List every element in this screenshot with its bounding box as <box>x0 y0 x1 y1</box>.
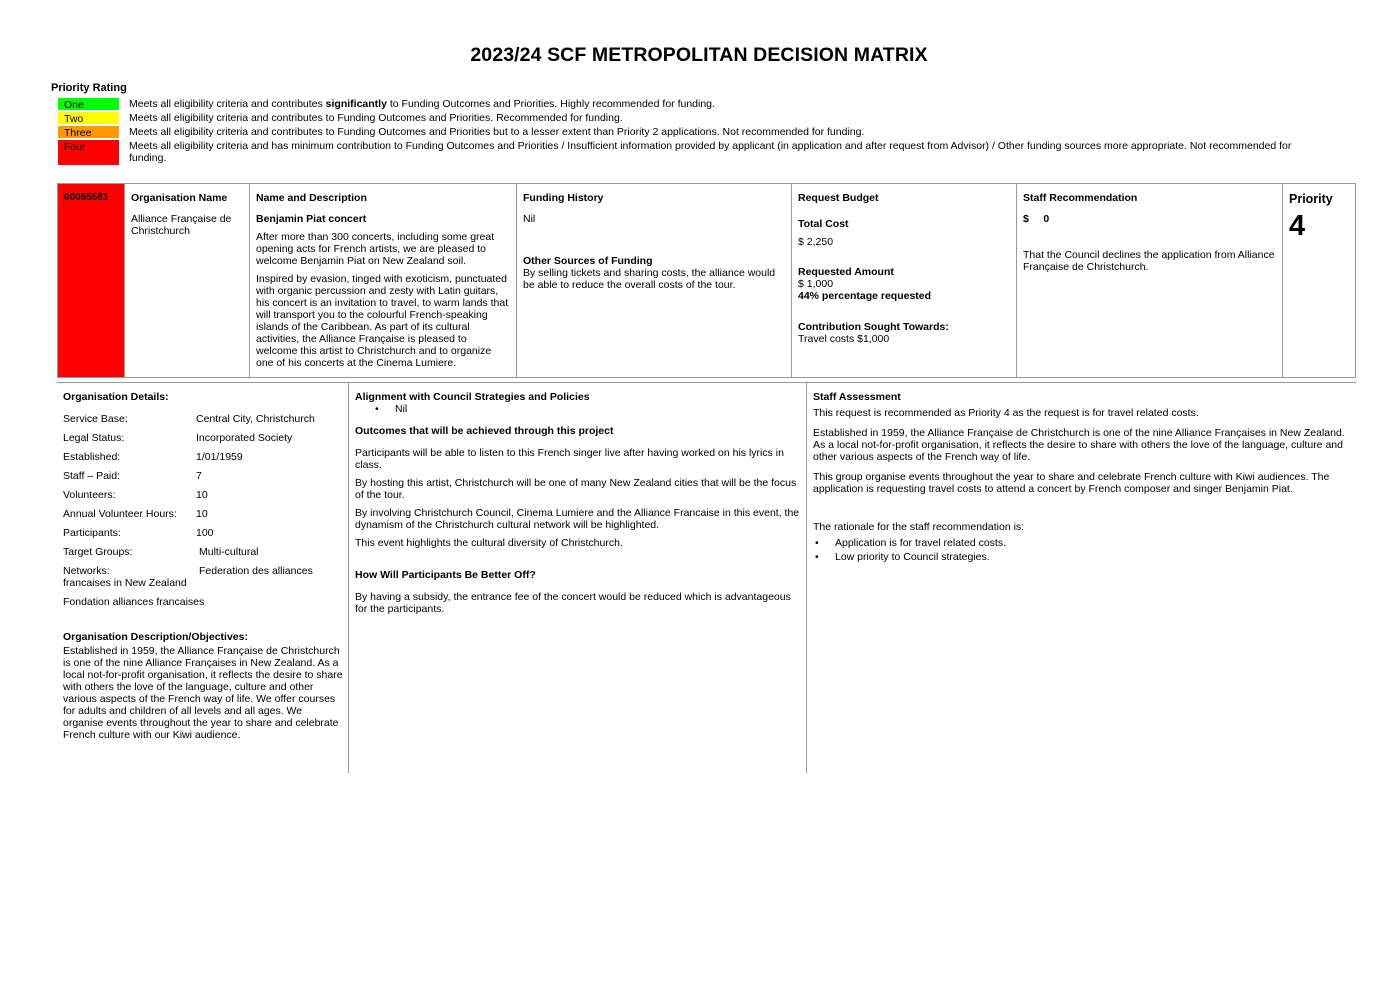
other-funding-heading: Other Sources of Funding <box>523 255 653 267</box>
total-cost-label: Total Cost <box>798 218 849 230</box>
project-desc-1: After more than 300 concerts, including some great opening acts for French artists, we are pleased to welcome Benjamin Piat on New Zealand soil. <box>256 231 495 267</box>
priority-legend <box>57 97 1317 166</box>
networks-extra: Fondation alliances francaises <box>63 596 205 608</box>
detail-row: Legal Status: Incorporated Society <box>63 432 293 444</box>
contribution-value: Travel costs $1,000 <box>798 333 890 345</box>
recommended-amount: $ 0 <box>1023 213 1050 225</box>
recommendation-text: That the Council declines the application from Alliance Française de Christchurch. <box>1023 249 1275 273</box>
outcome-item: This event highlights the cultural diversity of Christchurch. <box>355 537 623 549</box>
rationale-item: • Application is for travel related costs. <box>815 537 1006 549</box>
outcome-item: By hosting this artist, Christchurch will be one of many New Zealand cities that will be the focus of the tour. <box>355 477 797 501</box>
request-budget-heading: Request Budget <box>798 192 879 204</box>
staff-assessment <box>813 391 1353 563</box>
detail-row: Annual Volunteer Hours: 10 <box>63 508 208 520</box>
better-off-text: By having a subsidy, the entrance fee of the concert would be reduced which is advantageous for the participants. <box>355 591 791 615</box>
swatch-three: Three <box>57 125 120 139</box>
organisation-description-heading: Organisation Description/Objectives: <box>63 631 248 643</box>
legend-row-four <box>57 139 1317 166</box>
legend-desc-four: Meets all eligibility criteria and has minimum contribution to Funding Outcomes and Priorities / Insufficient information provided by applicant (in application and after request from Advisor) / Other funding sources more appropriate. Not recommended for funding. <box>129 140 1292 164</box>
alignment-bullet: • Nil <box>375 403 408 415</box>
priority-rating-heading: Priority Rating <box>51 82 127 94</box>
percentage-requested: 44% percentage requested <box>798 290 932 302</box>
requested-value: $ 1,000 <box>798 278 834 290</box>
application-table <box>57 183 1356 378</box>
application-id: 00065581 <box>58 184 125 378</box>
detail-row: Established: 1/01/1959 <box>63 451 243 463</box>
staff-recommendation-cell <box>1017 184 1283 378</box>
priority-heading: Priority <box>1289 192 1333 206</box>
networks-row: Networks: Federation des alliances francaises in New Zealand <box>63 565 313 589</box>
swatch-four: Four <box>57 139 120 166</box>
requested-label: Requested Amount <box>798 266 894 278</box>
legend-row-three <box>57 125 1317 139</box>
alignment-heading: Alignment with Council Strategies and Policies <box>355 391 590 403</box>
detail-row: Participants: 100 <box>63 527 214 539</box>
better-off-heading: How Will Participants Be Better Off? <box>355 569 536 581</box>
contribution-label: Contribution Sought Towards: <box>798 321 949 333</box>
swatch-one: One <box>57 97 120 111</box>
detail-row: Staff – Paid: 7 <box>63 470 202 482</box>
organisation-name-heading: Organisation Name <box>131 192 228 204</box>
legend-desc-two: Meets all eligibility criteria and contributes to Funding Outcomes and Priorities. Recommended for funding. <box>129 112 623 124</box>
outcome-item: By involving Christchurch Council, Cinema Lumiere and the Alliance Francaise in this event, the dynamism of the Christchurch cultural network will be highlighted. <box>355 507 800 531</box>
project-desc-2: Inspired by evasion, tinged with exoticism, punctuated with organic percussion and zesty with Latin guitars, his concert is an invitation to travel, to warm lands that will transport you to the colourful French-speaking islands of the Caribbean. As part of its cultural activities, the Alliance Française is pleased to welcome this artist to Christchurch and to organize one of his concerts at the Cinema Lumiere. <box>256 273 509 369</box>
organisation-details-heading: Organisation Details: <box>63 391 169 403</box>
other-funding-value: By selling tickets and sharing costs, the alliance would be able to reduce the overall costs of the tour. <box>523 267 776 291</box>
total-cost-value: $ 2,250 <box>798 236 834 248</box>
legend-row-two <box>57 111 1317 125</box>
rationale-intro: The rationale for the staff recommendation is: <box>813 521 1025 533</box>
column-divider-1 <box>348 382 349 773</box>
assessment-paragraph: Established in 1959, the Alliance Française de Christchurch is one of the nine Alliance Françaises in New Zealand. As a local not-for-profit organisation, it reflects the desire to share with others the love of the language, culture and other various aspects of the French way of life. <box>813 427 1345 463</box>
organisation-details <box>63 391 343 741</box>
funding-history-heading: Funding History <box>523 192 604 204</box>
organisation-description: Established in 1959, the Alliance Française de Christchurch is one of the nine Alliance Françaises in New Zealand. As a local not-for-profit organisation, it reflects the desire to share with others the love of the language, culture and other various aspects of the French way of life. We offer courses for adults and children of all levels and all ages. We organise events throughout the year to share and celebrate French culture with our Kiwi audience. <box>63 645 343 741</box>
detail-row: Service Base: Central City, Christchurch <box>63 413 315 425</box>
assessment-paragraph: This group organise events throughout the year to share and celebrate French culture with Kiwi audiences. The application is requesting travel costs to attend a concert by French composer and singer Benjamin Piat. <box>813 471 1330 495</box>
legend-desc-three: Meets all eligibility criteria and contributes to Funding Outcomes and Priorities but to a lesser extent than Priority 2 applications. Not recommended for funding. <box>129 126 865 138</box>
organisation-name-value: Alliance Française de Christchurch <box>131 213 232 237</box>
outcomes-heading: Outcomes that will be achieved through this project <box>355 425 614 437</box>
staff-recommendation-heading: Staff Recommendation <box>1023 192 1138 204</box>
priority-value: 4 <box>1289 210 1306 242</box>
alignment-section <box>355 391 802 621</box>
name-description-cell <box>250 184 517 378</box>
priority-cell <box>1283 184 1356 378</box>
detail-row: Volunteers: 10 <box>63 489 208 501</box>
name-description-heading: Name and Description <box>256 192 367 204</box>
column-divider-2 <box>806 382 807 773</box>
rationale-item: • Low priority to Council strategies. <box>815 551 990 563</box>
assessment-paragraph: This request is recommended as Priority 4 as the request is for travel related costs. <box>813 407 1199 419</box>
funding-history-value: Nil <box>523 213 536 225</box>
organisation-name-cell <box>125 184 250 378</box>
staff-assessment-heading: Staff Assessment <box>813 391 901 403</box>
request-budget-cell <box>792 184 1017 378</box>
swatch-two: Two <box>57 111 120 125</box>
section-divider <box>57 382 1356 383</box>
project-name: Benjamin Piat concert <box>256 213 367 225</box>
outcome-item: Participants will be able to listen to this French singer live after having worked on his lyrics in class. <box>355 447 784 471</box>
funding-history-cell <box>517 184 792 378</box>
page-title: 2023/24 SCF METROPOLITAN DECISION MATRIX <box>470 44 928 66</box>
detail-row: Target Groups: Multi-cultural <box>63 546 259 558</box>
legend-desc-one: Meets all eligibility criteria and contributes significantly to Funding Outcomes and Priorities. Highly recommended for funding. <box>129 98 715 110</box>
legend-row-one <box>57 97 1317 111</box>
